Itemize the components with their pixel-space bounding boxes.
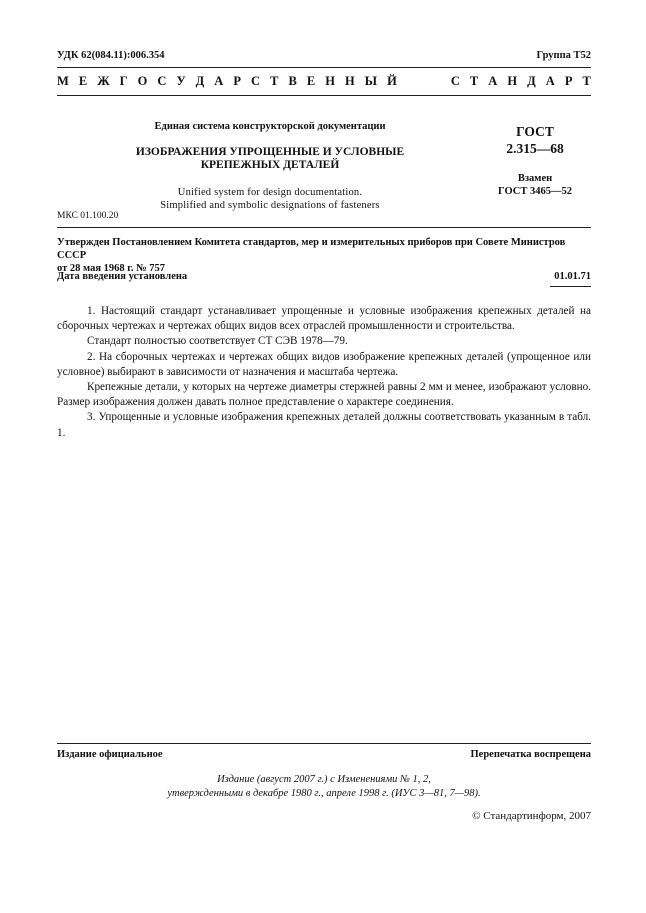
banner-letter: Н <box>507 74 518 88</box>
banner-letter: Т <box>270 74 279 88</box>
group-code: Группа Т52 <box>536 50 591 61</box>
banner-letter: Д <box>527 74 536 88</box>
banner-letter: Е <box>306 74 316 88</box>
banner-letter: А <box>488 74 498 88</box>
paragraph: 3. Упрощенные и условные изображения крепежных деталей должны соответствовать указанным в табл. 1. <box>57 411 591 439</box>
copyright: © Стандартинформ, 2007 <box>472 810 591 822</box>
title-line-2: КРЕПЕЖНЫХ ДЕТАЛЕЙ <box>200 159 340 171</box>
edition-note-line-2: утвержденными в декабре 1980 г., апреле 1998 г. (ИУС 3—81, 7—98). <box>167 788 481 799</box>
banner-letter: Н <box>344 74 355 88</box>
paragraph: 2. На сборочных чертежах и чертежах общих видов изображение крепежных деталей (упрощенное или условное) выбирают в зависимости от назначения и масштаба чертежа. <box>57 350 591 378</box>
banner-letter: Р <box>233 74 241 88</box>
banner-letter: А <box>214 74 224 88</box>
banner-letter: М <box>57 74 69 88</box>
banner-letter: А <box>545 74 555 88</box>
paragraph: 1. Настоящий стандарт устанавливает упрощенные и условные изображения крепежных деталей на сборочных чертежах и чертежах общих видов всех отраслей промышленности и строительства. <box>57 305 591 333</box>
gost-label: ГОСТ <box>516 124 554 139</box>
edition-note <box>57 773 591 801</box>
banner-letter: О <box>137 74 148 88</box>
english-title-line-1: Unified system for design documentation. <box>177 187 363 198</box>
banner-letter: Е <box>78 74 88 88</box>
effective-date-underline <box>550 286 591 287</box>
banner-letter: Н <box>325 74 335 88</box>
edition-note-line-1: Издание (август 2007 г.) с Изменениями № 1, 2, <box>217 774 431 785</box>
banner-word-gap <box>407 74 441 90</box>
approval-line-2: от 28 мая 1968 г. № 757 <box>57 263 166 274</box>
document-title <box>100 146 440 172</box>
banner-letter: Г <box>119 74 128 88</box>
banner-rule <box>57 95 591 96</box>
official-edition-label: Издание официальное <box>57 749 163 760</box>
banner-letter: С <box>157 74 167 88</box>
replaces-block <box>480 172 590 198</box>
english-title-line-2: Simplified and symbolic designations of fasteners <box>160 200 380 211</box>
approval-statement <box>57 236 591 275</box>
udk-code: УДК 62(084.11):006.354 <box>57 50 165 61</box>
effective-date: 01.01.71 <box>554 271 591 282</box>
interstate-standard-banner <box>57 74 591 90</box>
english-title <box>100 186 440 212</box>
replaces-label: Взамен <box>517 173 553 184</box>
paragraph: Крепежные детали, у которых на чертеже диаметры стержней равны 2 мм и менее, изображают условно. Размер изображения должен давать полное представление о характере соединения. <box>57 381 591 409</box>
banner-letter: Ы <box>364 74 378 88</box>
banner-letter: С <box>450 74 460 88</box>
approval-line-1: Утвержден Постановлением Комитета стандартов, мер и измерительных приборов при Совете Министров СССР <box>57 237 566 261</box>
banner-letter: В <box>288 74 297 88</box>
paragraph: Стандарт полностью соответствует СТ СЭВ 1978—79. <box>87 335 348 348</box>
mks-code: МКС 01.100.20 <box>57 211 119 221</box>
reprint-prohibited-label: Перепечатка воспрещена <box>470 749 591 760</box>
replaces-standard: ГОСТ 3465—52 <box>498 186 572 197</box>
title-line-1: ИЗОБРАЖЕНИЯ УПРОЩЕННЫЕ И УСЛОВНЫЕ <box>135 146 405 158</box>
title-block-rule <box>57 227 591 228</box>
footer-rule <box>57 743 591 744</box>
series-title: Единая система конструкторской документации <box>154 121 386 132</box>
banner-letter: Д <box>195 74 205 88</box>
banner-letter: У <box>176 74 186 88</box>
gost-designation <box>480 123 590 157</box>
banner-letter: С <box>251 74 261 88</box>
effective-date-label: Дата введения установлена <box>57 271 188 282</box>
banner-letter: Т <box>469 74 479 88</box>
banner-letter: Р <box>564 74 573 88</box>
gost-number: 2.315—68 <box>506 141 564 156</box>
banner-letter: Ж <box>97 74 110 88</box>
banner-letter: Т <box>582 74 591 88</box>
body-text <box>57 304 591 441</box>
banner-letter: Й <box>387 74 397 88</box>
top-rule <box>57 67 591 68</box>
